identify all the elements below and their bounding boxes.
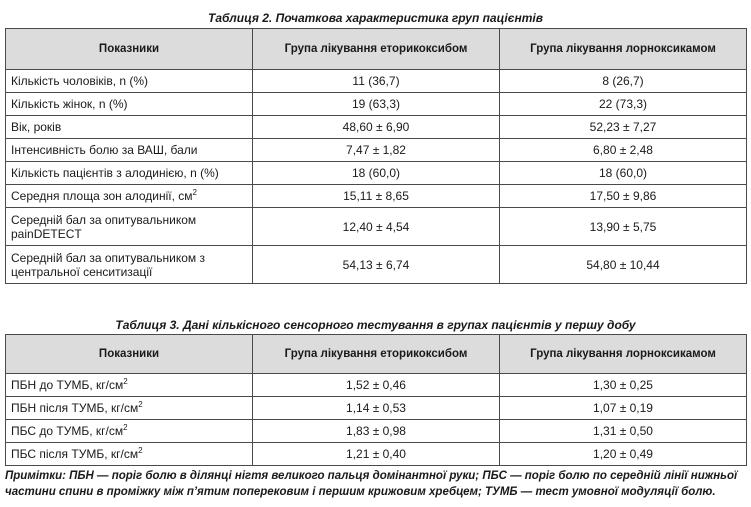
cell-value: 7,47 ± 1,82 (253, 139, 500, 162)
table-row (6, 139, 747, 162)
table-2 (5, 28, 747, 284)
table-row (6, 443, 747, 466)
table-row (6, 397, 747, 420)
table-row (6, 374, 747, 397)
table-row (6, 208, 747, 246)
unit-superscript: 2 (123, 423, 128, 432)
cell-value: 1,21 ± 0,40 (253, 443, 500, 466)
table-row (6, 116, 747, 139)
cell-value: 18 (60,0) (253, 162, 500, 185)
row-label (6, 420, 253, 443)
cell-value: 6,80 ± 2,48 (500, 139, 747, 162)
cell-value: 13,90 ± 5,75 (500, 208, 747, 246)
unit-superscript: 2 (138, 400, 143, 409)
table-2-caption: Таблиця 2. Початкова характеристика груп пацієнтів (208, 11, 543, 25)
table-3-header-row (6, 335, 747, 374)
table-3-caption: Таблиця 3. Дані кількісного сенсорного тестування в групах пацієнтів у першу добу (115, 318, 636, 332)
cell-value: 19 (63,3) (253, 93, 500, 116)
column-header: Показники (6, 29, 253, 70)
column-header: Група лікування еторикоксибом (253, 335, 500, 374)
table-row (6, 246, 747, 284)
row-label: Вік, років (6, 116, 253, 139)
table-2-header-row (6, 29, 747, 70)
table-row (6, 185, 747, 208)
row-label: Кількість жінок, n (%) (6, 93, 253, 116)
column-header: Група лікування лорноксикамом (500, 335, 747, 374)
table-row (6, 162, 747, 185)
cell-value: 22 (73,3) (500, 93, 747, 116)
table-row (6, 93, 747, 116)
cell-value: 48,60 ± 6,90 (253, 116, 500, 139)
unit-superscript: 2 (123, 377, 128, 386)
cell-value: 54,13 ± 6,74 (253, 246, 500, 284)
unit-superscript: 2 (138, 446, 143, 455)
cell-value: 1,83 ± 0,98 (253, 420, 500, 443)
cell-value: 1,30 ± 0,25 (500, 374, 747, 397)
row-label: Кількість чоловіків, n (%) (6, 70, 253, 93)
row-label: Середній бал за опитувальником painDETECT (6, 208, 253, 246)
row-label: Кількість пацієнтів з алодинією, n (%) (6, 162, 253, 185)
cell-value: 11 (36,7) (253, 70, 500, 93)
cell-value: 52,23 ± 7,27 (500, 116, 747, 139)
column-header: Група лікування еторикоксибом (253, 29, 500, 70)
row-label (6, 443, 253, 466)
column-header: Група лікування лорноксикамом (500, 29, 747, 70)
cell-value: 8 (26,7) (500, 70, 747, 93)
row-label-text: ПБС після ТУМБ, кг/см (11, 447, 139, 461)
cell-value: 1,20 ± 0,49 (500, 443, 747, 466)
cell-value: 54,80 ± 10,44 (500, 246, 747, 284)
unit-superscript: 2 (192, 188, 197, 197)
row-label-text: Середня площа зон алодинії, см (11, 189, 193, 203)
cell-value: 1,52 ± 0,46 (253, 374, 500, 397)
row-label-text: ПБС до ТУМБ, кг/см (11, 424, 124, 438)
table-footnote: Примітки: ПБН — поріг болю в ділянці нігтя великого пальця домінантної руки; ПБС — поріг болю по середній лінії нижньої частини спини в проміжку між п’ятим поперековим і першим крижовим хребцем; ТУМБ — тест умовної модуляції болю. (5, 470, 738, 498)
row-label (6, 185, 253, 208)
row-label (6, 397, 253, 420)
row-label: Середній бал за опитувальником з центральної сенситизації (6, 246, 253, 284)
row-label-text: ПБН до ТУМБ, кг/см (11, 378, 124, 392)
cell-value: 1,07 ± 0,19 (500, 397, 747, 420)
row-label (6, 374, 253, 397)
table-3 (5, 334, 747, 466)
row-label: Інтенсивність болю за ВАШ, бали (6, 139, 253, 162)
row-label-text: ПБН після ТУМБ, кг/см (11, 401, 139, 415)
cell-value: 17,50 ± 9,86 (500, 185, 747, 208)
cell-value: 1,31 ± 0,50 (500, 420, 747, 443)
table-row (6, 70, 747, 93)
cell-value: 1,14 ± 0,53 (253, 397, 500, 420)
cell-value: 18 (60,0) (500, 162, 747, 185)
column-header: Показники (6, 335, 253, 374)
cell-value: 12,40 ± 4,54 (253, 208, 500, 246)
cell-value: 15,11 ± 8,65 (253, 185, 500, 208)
table-row (6, 420, 747, 443)
